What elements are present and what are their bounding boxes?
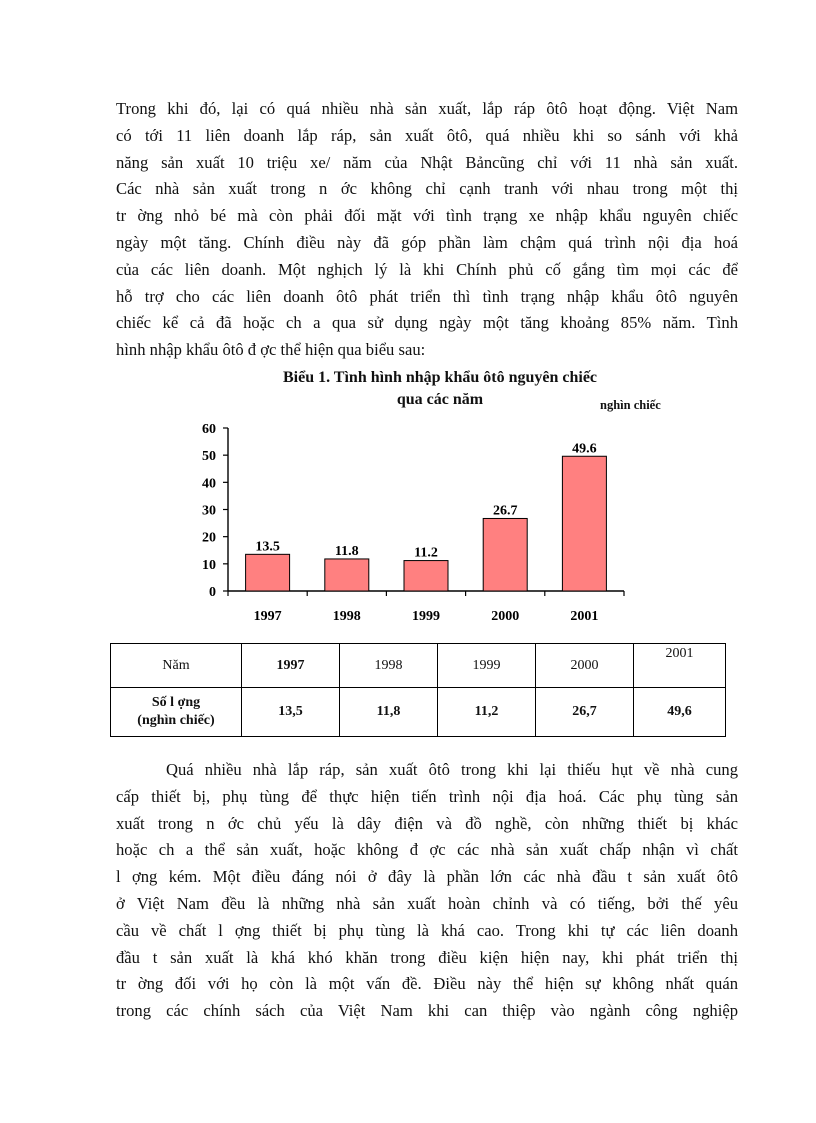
data-label: 49.6 — [572, 441, 597, 457]
text-line: ngày một tăng. Chính điều này đã góp phần làm chậm quá trình nội địa hoá — [116, 232, 738, 252]
y-tick-label: 60 — [202, 422, 216, 437]
y-tick-label: 40 — [202, 476, 216, 492]
text-line: có tới 11 liên doanh lắp ráp, sản xuất ôtô, quá nhiều khi so sánh với khả — [116, 125, 738, 145]
table-cell-year-label: Năm — [111, 644, 242, 688]
table-cell-year: 2001 — [634, 644, 726, 688]
table-cell-year: 1997 — [242, 644, 340, 688]
text-line: Quá nhiều nhà lắp ráp, sản xuất ôtô trong khi lại thiếu hụt về nhà cung — [166, 760, 738, 779]
table-cell-value: 49,6 — [634, 688, 726, 737]
chart-title: Biểu 1. Tình hình nhập khẩu ôtô nguyên chiếc — [282, 369, 598, 386]
text-line: tr ờng đối với họ còn là một vấn đề. Điều này thể hiện sự không nhất quán — [116, 974, 738, 994]
y-tick-label: 10 — [202, 557, 216, 573]
table-cell-year: 2000 — [536, 644, 634, 688]
data-label: 13.5 — [255, 539, 280, 555]
y-tick-label: 30 — [202, 503, 216, 519]
data-label: 11.8 — [334, 543, 359, 559]
table-cell-value: 26,7 — [536, 688, 634, 737]
y-tick-label: 50 — [202, 449, 216, 465]
y-tick-label: 20 — [202, 530, 216, 546]
bar — [325, 559, 369, 591]
text-line: hình nhập khẩu ôtô đ ợc thể hiện qua biểu sau: — [116, 340, 426, 360]
table-row-values — [111, 688, 726, 737]
text-line: hoặc ch a thể sản xuất, hoặc không đ ợc các nhà sản xuất chấp nhận vì chất — [116, 840, 738, 860]
data-table — [110, 643, 726, 737]
chart-subtitle: qua các năm — [396, 391, 484, 408]
text-line: của các liên doanh. Một nghịch lý là khi Chính phủ cố gắng tìm mọi các để — [116, 259, 738, 279]
bar — [562, 456, 606, 591]
text-line: chiếc kể cả đã hoặc ch a qua sử dụng ngày một tăng khoảng 85% năm. Tình — [116, 313, 738, 333]
text-line: Trong khi đó, lại có quá nhiều nhà sản xuất, lắp ráp ôtô hoạt động. Việt Nam — [116, 99, 738, 118]
text-line: ở Việt Nam đều là những nhà sản xuất hoàn chỉnh và có tiếng, bởi thế yêu — [116, 893, 738, 913]
text-line: hỗ trợ cho các liên doanh ôtô phát triển thì tình trạng nhập khẩu ôtô nguyên — [116, 286, 738, 306]
table-cell-year: 1998 — [340, 644, 438, 688]
table-cell-year: 1999 — [438, 644, 536, 688]
bar — [246, 554, 290, 591]
text-line: cầu về chất l ợng thiết bị phụ tùng là khá cao. Trong khi tự các liên doanh — [116, 920, 738, 940]
data-label: 26.7 — [492, 503, 518, 519]
paragraph-body — [116, 757, 738, 1025]
x-tick-label: 2001 — [570, 609, 599, 624]
text-line: cấp thiết bị, phụ tùng để thực hiện tiến trình nội địa hoá. Các phụ tùng sản — [116, 786, 738, 806]
quantity-label-line1: Số l ợng — [151, 695, 201, 710]
text-line: Các nhà sản xuất trong n ớc không chỉ cạnh tranh với nhau trong một thị — [116, 179, 738, 199]
text-line: năng sản xuất 10 triệu xe/ năm của Nhật Bảncũng chỉ với 11 nhà sản xuất. — [116, 152, 738, 172]
x-tick-label: 1998 — [332, 609, 361, 624]
x-tick-label: 2000 — [491, 609, 520, 624]
text-line: trong các chính sách của Việt Nam khi can thiệp vào ngành công nghiệp — [116, 1001, 738, 1021]
table-row-years — [111, 644, 726, 688]
table-cell-quantity-label — [111, 688, 242, 737]
x-tick-label: 1997 — [253, 609, 282, 624]
text-line: l ợng kém. Một điều đáng nói ở đây là phần lớn các nhà đầu t sản xuất ôtô — [116, 867, 738, 887]
text-line: tr ờng nhỏ bé mà còn phải đối mặt với tình trạng xe nhập khẩu nguyên chiếc — [116, 206, 738, 226]
text-line: đầu t sản xuất là khá khó khăn trong điều kiện hiện nay, khi phát triển thị — [116, 947, 738, 967]
x-tick-label: 1999 — [412, 609, 440, 624]
quantity-label-line2: (nghìn chiếc) — [137, 713, 215, 728]
y-tick-label: 0 — [209, 585, 216, 600]
text-line: xuất trong n ớc chủ yếu là dây điện và đồ nghề, còn những thiết bị khác — [116, 813, 738, 833]
data-label: 11.2 — [414, 545, 438, 561]
table-cell-value: 11,8 — [340, 688, 438, 737]
table-cell-value: 13,5 — [242, 688, 340, 737]
bar — [483, 518, 527, 591]
table-cell-value: 11,2 — [438, 688, 536, 737]
chart-unit-label: nghìn chiếc — [600, 398, 661, 412]
bar — [404, 561, 448, 591]
